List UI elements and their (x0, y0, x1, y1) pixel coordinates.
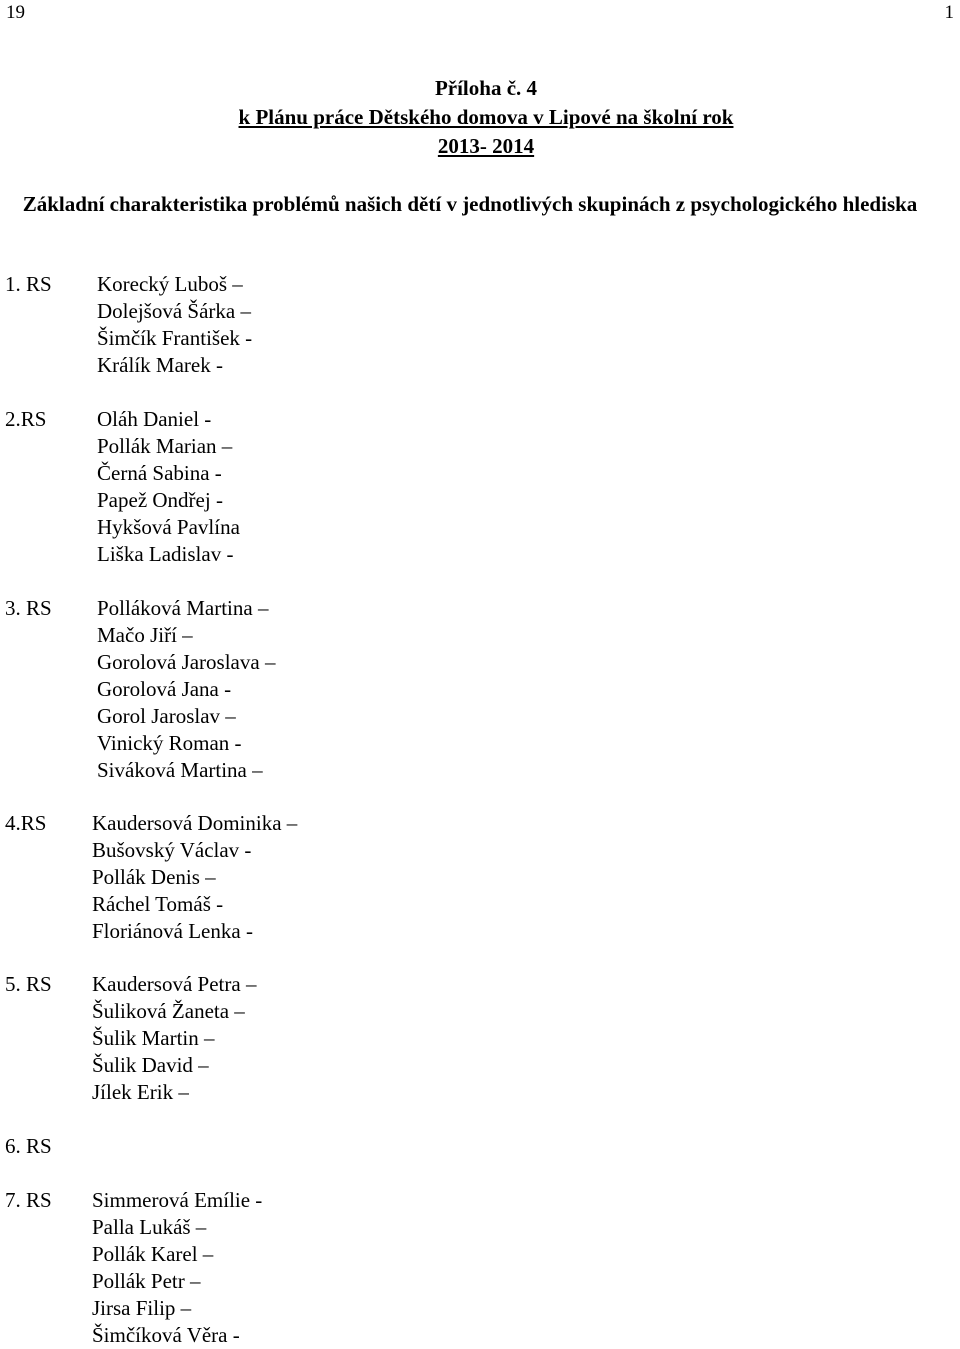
list-item: Šulik David – (92, 1053, 209, 1077)
list-item: Pollák Marian – (97, 434, 233, 458)
list-item: Gorolová Jana - (97, 677, 232, 701)
list-item: Králík Marek - (97, 353, 223, 377)
group-label: 7. RS (5, 1188, 52, 1212)
group-member-list (97, 595, 275, 784)
list-item: Jílek Erik – (92, 1080, 189, 1104)
list-item: Siváková Martina – (97, 758, 263, 782)
list-item: Dolejšová Šárka – (97, 299, 251, 323)
list-item: Šimčík František - (97, 326, 253, 350)
list-item: Korecký Luboš – (97, 272, 243, 296)
list-item: Hykšová Pavlína (97, 515, 240, 539)
list-item: Bušovský Václav - (92, 838, 252, 862)
list-item: Šuliková Žaneta – (92, 999, 245, 1023)
group-member-list (92, 1187, 262, 1349)
list-item: Papež Ondřej - (97, 488, 223, 512)
group-label: 2.RS (5, 407, 47, 431)
list-item: Šimčíková Věra - (92, 1323, 240, 1347)
list-item: Liška Ladislav - (97, 542, 234, 566)
list-item: Černá Sabina - (97, 461, 222, 485)
list-item: Pollák Denis – (92, 865, 216, 889)
list-item: Vinický Roman - (97, 731, 242, 755)
page-number-left: 19 (6, 2, 25, 23)
attachment-title: Příloha č. 4 (434, 76, 538, 100)
group-member-list (97, 406, 240, 568)
list-item: Simmerová Emílie - (92, 1188, 263, 1212)
list-item: Kaudersová Dominika – (92, 811, 298, 835)
list-item: Polláková Martina – (97, 596, 269, 620)
list-item: Gorol Jaroslav – (97, 704, 236, 728)
section-subtitle: Základní charakteristika problémů našich dětí v jednotlivých skupinách z psychologického hlediska (22, 192, 918, 216)
group-label: 4.RS (5, 811, 47, 835)
group-label: 3. RS (5, 596, 52, 620)
list-item: Šulik Martin – (92, 1026, 215, 1050)
list-item: Oláh Daniel - (97, 407, 212, 431)
list-item: Palla Lukáš – (92, 1215, 207, 1239)
group-label: 5. RS (5, 972, 52, 996)
page-number-right: 1 (944, 2, 954, 23)
list-item: Ráchel Tomáš - (92, 892, 224, 916)
group-label: 6. RS (5, 1134, 52, 1158)
document-heading (0, 74, 960, 161)
group-member-list (92, 971, 256, 1106)
list-item: Gorolová Jaroslava – (97, 650, 276, 674)
list-item: Jirsa Filip – (92, 1296, 192, 1320)
list-item: Mačo Jiří – (97, 623, 193, 647)
plan-title: k Plánu práce Dětského domova v Lipové na školní rok (238, 105, 734, 129)
group-member-list (92, 810, 297, 945)
list-item: Pollák Karel – (92, 1242, 214, 1266)
group-member-list (97, 271, 252, 379)
list-item: Floriánová Lenka - (92, 919, 253, 943)
group-label: 1. RS (5, 272, 52, 296)
school-year: 2013- 2014 (437, 134, 535, 158)
list-item: Kaudersová Petra – (92, 972, 257, 996)
list-item: Pollák Petr – (92, 1269, 201, 1293)
